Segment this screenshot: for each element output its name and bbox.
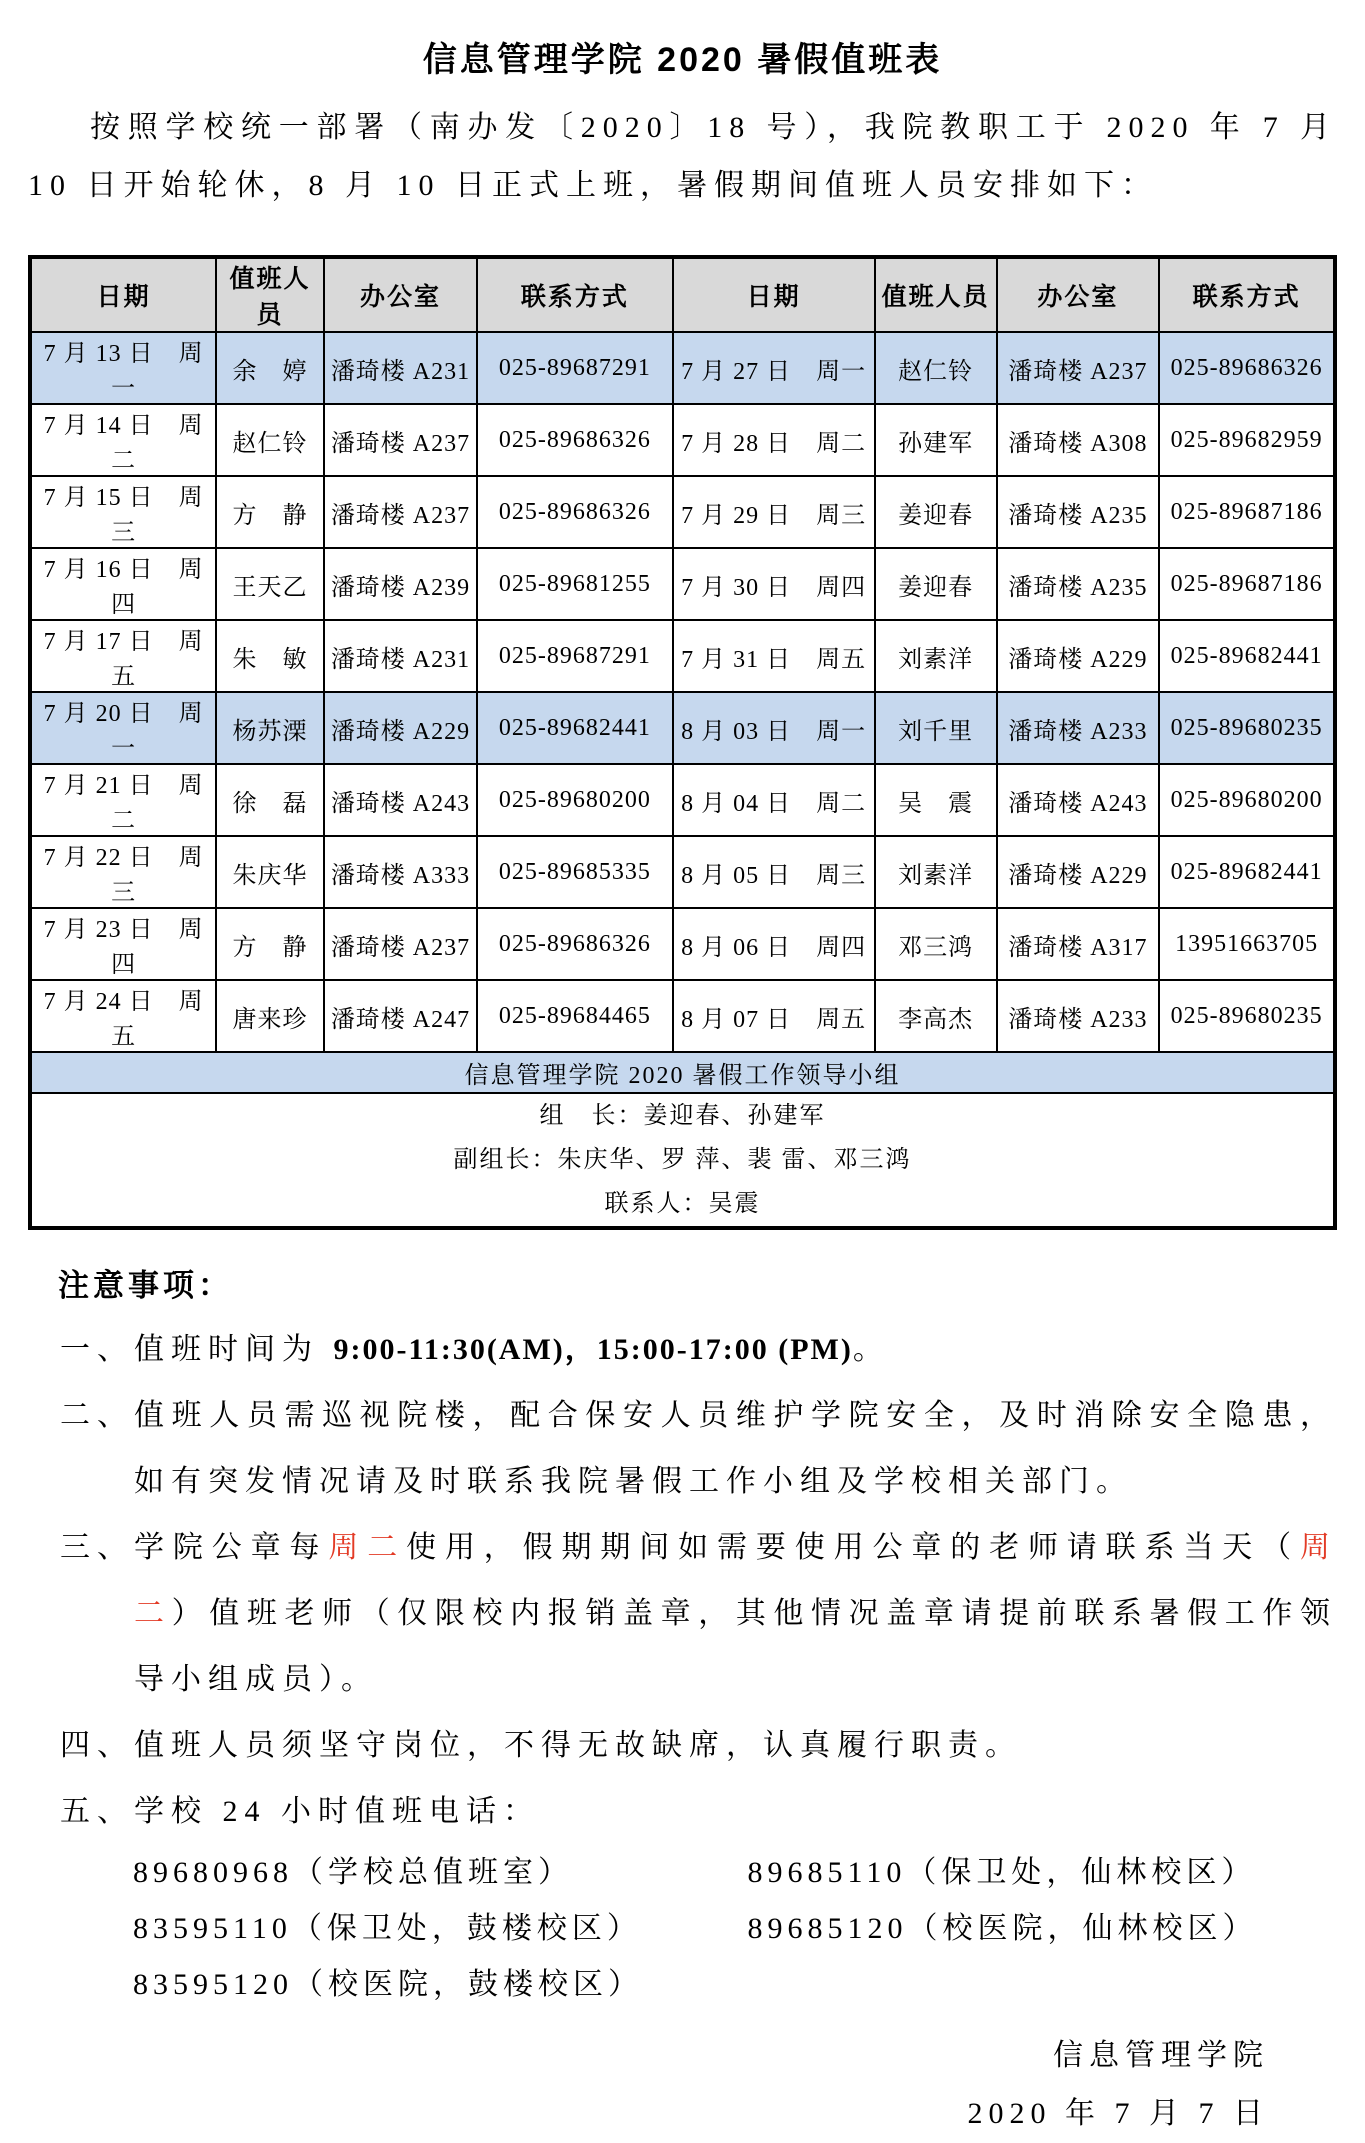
note-number: 二、 — [60, 1399, 134, 1432]
note-text-segment: 值班人员须坚守岗位，不得无故缺席，认真履行职责。 — [134, 1729, 1022, 1762]
note-text — [134, 1779, 1337, 1845]
table-cell: 余 婷 — [216, 332, 324, 404]
note-text — [134, 1317, 1337, 1383]
table-row — [30, 404, 1335, 476]
table-cell: 025-89687291 — [477, 620, 672, 692]
signature-org: 信息管理学院 — [1053, 2039, 1269, 2072]
phone-row — [133, 1901, 1337, 1957]
table-cell: 潘琦楼 A317 — [997, 908, 1160, 980]
note-text-segment: 值班时间为 — [134, 1333, 334, 1366]
column-header-date-right: 日期 — [673, 257, 875, 332]
deputy-leader-line: 副组长：朱庆华、罗 萍、裴 雷、邓三鸿 — [453, 1147, 912, 1173]
phone-entry: 89685120（校医院，仙林校区） — [747, 1912, 1258, 1945]
notes-heading: 注意事项： — [58, 1268, 233, 1303]
table-cell: 徐 磊 — [216, 764, 324, 836]
table-cell: 7 月 22 日 周三 — [30, 836, 216, 908]
table-cell: 025-89686326 — [477, 476, 672, 548]
leadership-banner: 信息管理学院 2020 暑假工作领导小组 — [30, 1052, 1335, 1093]
table-cell: 潘琦楼 A247 — [324, 980, 477, 1052]
leader-line: 组 长：姜迎春、孙建军 — [539, 1103, 826, 1129]
note-item — [60, 1383, 1337, 1515]
note-text-segment: 9:00-11:30(AM)，15:00-17:00 (PM) — [333, 1333, 853, 1366]
table-cell: 赵仁铃 — [875, 332, 997, 404]
table-row — [30, 836, 1335, 908]
table-cell: 7 月 13 日 周一 — [30, 332, 216, 404]
note-highlighted-text: 周二 — [328, 1531, 407, 1564]
note-text-segment: 值班人员需巡视院楼，配合保安人员维护学院安全，及时消除安全隐患，如有突发情况请及时联系我院暑假工作小组及学校相关部门。 — [134, 1399, 1337, 1498]
table-cell: 王天乙 — [216, 548, 324, 620]
signature-date: 2020 年 7 月 7 日 — [967, 2097, 1269, 2130]
table-cell: 025-89682959 — [1159, 404, 1335, 476]
table-cell: 朱庆华 — [216, 836, 324, 908]
column-header-contact-right: 联系方式 — [1159, 257, 1335, 332]
table-cell: 7 月 15 日 周三 — [30, 476, 216, 548]
table-cell: 7 月 31 日 周五 — [673, 620, 875, 692]
leadership-info — [30, 1093, 1335, 1228]
phone-row — [133, 1957, 1337, 2013]
table-cell: 025-89687186 — [1159, 548, 1335, 620]
table-row — [30, 476, 1335, 548]
signature-block — [28, 2027, 1269, 2143]
table-cell: 025-89686326 — [477, 908, 672, 980]
table-cell: 朱 敏 — [216, 620, 324, 692]
table-cell: 李高杰 — [875, 980, 997, 1052]
table-row — [30, 548, 1335, 620]
table-row — [30, 332, 1335, 404]
duty-schedule-table — [28, 255, 1337, 1230]
table-header-row — [30, 257, 1335, 332]
table-cell: 025-89687291 — [477, 332, 672, 404]
table-cell: 潘琦楼 A237 — [324, 908, 477, 980]
intro-paragraph: 按照学校统一部署（南办发〔2020〕18 号），我院教职工于 2020 年 7 月 10 日开始轮休，8 月 10 日正式上班，暑假期间值班人员安排如下： — [28, 111, 1337, 202]
notes-list — [28, 1317, 1337, 1845]
table-cell: 潘琦楼 A237 — [997, 332, 1160, 404]
column-header-date-left: 日期 — [30, 257, 216, 332]
contact-person-line: 联系人：吴震 — [604, 1191, 761, 1217]
table-cell: 8 月 05 日 周三 — [673, 836, 875, 908]
table-cell: 025-89682441 — [1159, 620, 1335, 692]
table-cell: 吴 震 — [875, 764, 997, 836]
table-cell: 7 月 24 日 周五 — [30, 980, 216, 1052]
table-cell: 025-89680200 — [477, 764, 672, 836]
table-cell: 8 月 03 日 周一 — [673, 692, 875, 764]
table-cell: 7 月 23 日 周四 — [30, 908, 216, 980]
table-cell: 8 月 06 日 周四 — [673, 908, 875, 980]
table-cell: 刘素洋 — [875, 836, 997, 908]
phone-row — [133, 1845, 1337, 1901]
note-text-segment: 学校 24 小时值班电话： — [134, 1795, 540, 1828]
table-cell: 025-89682441 — [1159, 836, 1335, 908]
leadership-banner-row — [30, 1052, 1335, 1093]
table-cell: 025-89681255 — [477, 548, 672, 620]
table-cell: 潘琦楼 A229 — [997, 836, 1160, 908]
note-item — [60, 1713, 1337, 1779]
phone-entry: 89680968（学校总值班室） — [133, 1856, 573, 1889]
table-cell: 025-89686326 — [477, 404, 672, 476]
table-cell: 姜迎春 — [875, 476, 997, 548]
note-text — [134, 1515, 1337, 1713]
leadership-info-row — [30, 1093, 1335, 1228]
table-cell: 刘素洋 — [875, 620, 997, 692]
note-number: 五、 — [60, 1795, 134, 1828]
table-cell: 7 月 20 日 周一 — [30, 692, 216, 764]
phone-list — [28, 1845, 1337, 2013]
note-text-segment: 。 — [852, 1333, 890, 1366]
note-number: 三、 — [60, 1531, 134, 1564]
table-row — [30, 908, 1335, 980]
note-text — [134, 1713, 1337, 1779]
table-cell: 8 月 04 日 周二 — [673, 764, 875, 836]
table-cell: 潘琦楼 A235 — [997, 548, 1160, 620]
table-cell: 7 月 21 日 周二 — [30, 764, 216, 836]
table-cell: 潘琦楼 A235 — [997, 476, 1160, 548]
duty-table-footer — [30, 1052, 1335, 1228]
table-cell: 025-89687186 — [1159, 476, 1335, 548]
column-header-contact-left: 联系方式 — [477, 257, 672, 332]
table-cell: 唐来珍 — [216, 980, 324, 1052]
note-text — [134, 1383, 1337, 1515]
table-cell: 刘千里 — [875, 692, 997, 764]
table-cell: 025-89684465 — [477, 980, 672, 1052]
note-number: 四、 — [60, 1729, 134, 1762]
phone-entry: 89685110（保卫处，仙林校区） — [747, 1856, 1257, 1889]
note-highlighted-text: 周二 — [134, 1531, 1338, 1630]
table-cell: 025-89680200 — [1159, 764, 1335, 836]
column-header-office-left: 办公室 — [324, 257, 477, 332]
table-cell: 025-89685335 — [477, 836, 672, 908]
table-cell: 方 静 — [216, 476, 324, 548]
table-cell: 7 月 17 日 周五 — [30, 620, 216, 692]
table-cell: 潘琦楼 A237 — [324, 476, 477, 548]
table-cell: 潘琦楼 A239 — [324, 548, 477, 620]
table-cell: 潘琦楼 A229 — [324, 692, 477, 764]
table-row — [30, 980, 1335, 1052]
table-cell: 潘琦楼 A308 — [997, 404, 1160, 476]
table-cell: 7 月 14 日 周二 — [30, 404, 216, 476]
table-cell: 潘琦楼 A231 — [324, 620, 477, 692]
note-text-segment: 学院公章每 — [134, 1531, 329, 1564]
table-cell: 7 月 28 日 周二 — [673, 404, 875, 476]
column-header-office-right: 办公室 — [997, 257, 1160, 332]
note-item — [60, 1779, 1337, 1845]
note-text-segment: ）值班老师（仅限校内报销盖章，其他情况盖章请提前联系暑假工作领导小组成员）。 — [134, 1597, 1338, 1696]
table-cell: 潘琦楼 A233 — [997, 980, 1160, 1052]
duty-table-body — [30, 332, 1335, 1052]
table-cell: 025-89682441 — [477, 692, 672, 764]
table-cell: 潘琦楼 A237 — [324, 404, 477, 476]
table-cell: 邓三鸿 — [875, 908, 997, 980]
table-cell: 7 月 30 日 周四 — [673, 548, 875, 620]
table-cell: 方 静 — [216, 908, 324, 980]
table-row — [30, 764, 1335, 836]
note-text-segment: 使用，假期期间如需要使用公章的老师请联系当天（ — [406, 1531, 1301, 1564]
table-cell: 7 月 27 日 周一 — [673, 332, 875, 404]
table-cell: 8 月 07 日 周五 — [673, 980, 875, 1052]
column-header-person-left: 值班人员 — [216, 257, 324, 332]
phone-entry: 83595120（校医院，鼓楼校区） — [133, 1968, 643, 2001]
table-cell: 潘琦楼 A243 — [324, 764, 477, 836]
table-cell: 杨苏溧 — [216, 692, 324, 764]
table-cell: 潘琦楼 A243 — [997, 764, 1160, 836]
note-item — [60, 1317, 1337, 1383]
note-number: 一、 — [60, 1333, 134, 1366]
table-cell: 13951663705 — [1159, 908, 1335, 980]
table-cell: 潘琦楼 A233 — [997, 692, 1160, 764]
table-cell: 赵仁铃 — [216, 404, 324, 476]
table-row — [30, 620, 1335, 692]
page-title: 信息管理学院 2020 暑假值班表 — [422, 41, 943, 79]
table-cell: 025-89680235 — [1159, 692, 1335, 764]
table-cell: 潘琦楼 A333 — [324, 836, 477, 908]
phone-entry: 83595110（保卫处，鼓楼校区） — [133, 1912, 642, 1945]
table-cell: 潘琦楼 A229 — [997, 620, 1160, 692]
table-cell: 潘琦楼 A231 — [324, 332, 477, 404]
table-cell: 7 月 16 日 周四 — [30, 548, 216, 620]
table-cell: 姜迎春 — [875, 548, 997, 620]
table-cell: 7 月 29 日 周三 — [673, 476, 875, 548]
table-cell: 025-89686326 — [1159, 332, 1335, 404]
column-header-person-right: 值班人员 — [875, 257, 997, 332]
table-cell: 孙建军 — [875, 404, 997, 476]
table-row — [30, 692, 1335, 764]
note-item — [60, 1515, 1337, 1713]
table-cell: 025-89680235 — [1159, 980, 1335, 1052]
